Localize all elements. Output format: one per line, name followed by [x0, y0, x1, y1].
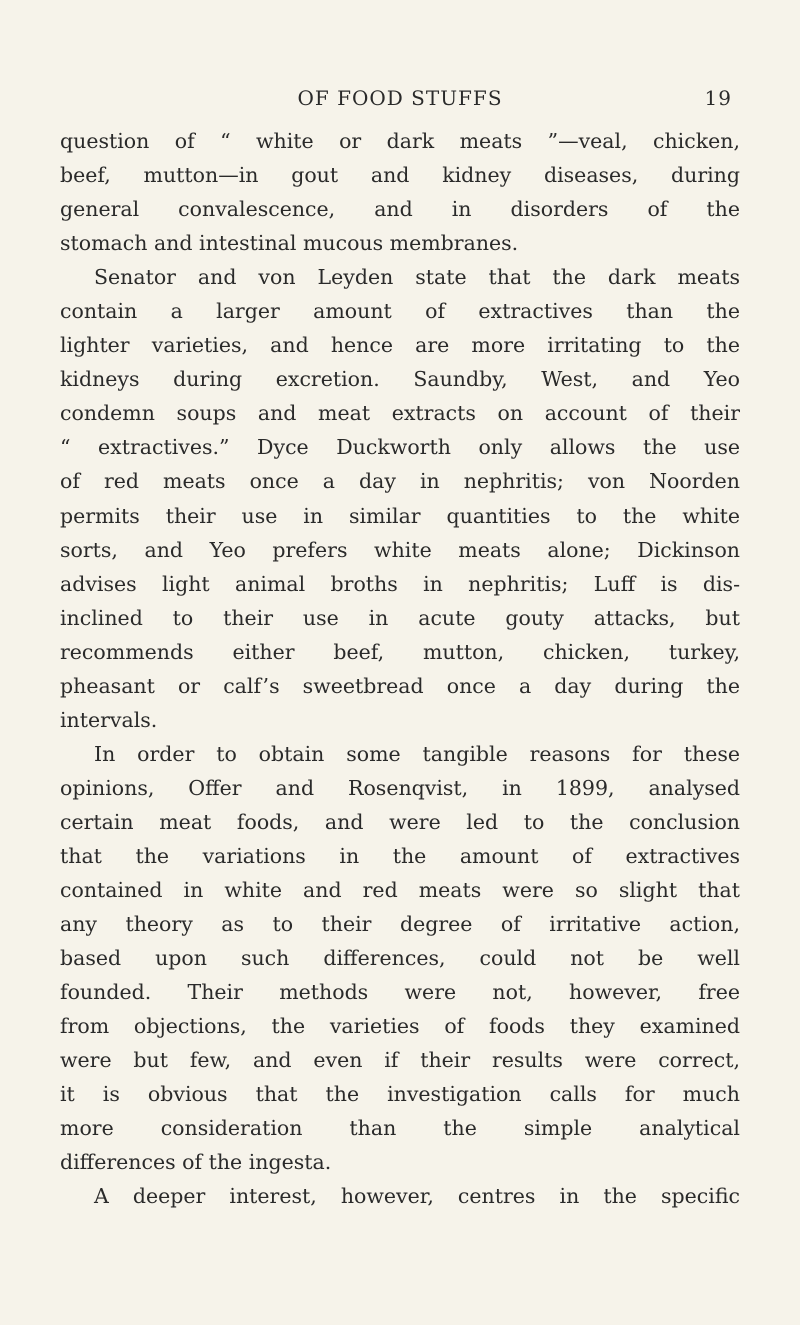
text-line: condemn soups and meat extracts on account of their: [60, 401, 740, 426]
text-line: it is obvious that the investigation calls for much: [60, 1082, 740, 1107]
text-line: beef, mutton—in gout and kidney diseases, during: [60, 163, 740, 188]
text-line: that the variations in the amount of extractives: [60, 843, 740, 868]
text-line: were but few, and even if their results were correct,: [60, 1048, 740, 1073]
text-line: sorts, and Yeo prefers white meats alone; Dickinson: [60, 537, 740, 562]
text-line: kidneys during excretion. Saundby, West, and Yeo: [60, 367, 740, 392]
text-line: Senator and von Leyden state that the dark meats: [94, 265, 740, 290]
text-line: lighter varieties, and hence are more irritating to the: [60, 333, 740, 358]
text-line: pheasant or calf’s sweetbread once a day during the: [60, 673, 740, 698]
running-title: OF FOOD STUFFS: [297, 86, 503, 110]
text-line: contain a larger amount of extractives than the: [60, 299, 740, 324]
text-line: opinions, Offer and Rosenqvist, in 1899, analysed: [60, 775, 740, 800]
text-line: inclined to their use in acute gouty attacks, but: [60, 605, 740, 630]
text-line: any theory as to their degree of irritative action,: [60, 912, 740, 937]
text-line: contained in white and red meats were so slight that: [60, 878, 740, 903]
text-line: question of “ white or dark meats ”—veal, chicken,: [60, 129, 740, 153]
text-line: founded. Their methods were not, however, free: [60, 980, 740, 1005]
page-number: 19: [704, 86, 732, 110]
text-line: A deeper interest, however, centres in the specific: [94, 1184, 740, 1209]
running-head: [60, 86, 740, 116]
text-line: of red meats once a day in nephritis; von Noorden: [60, 469, 740, 494]
text-line: advises light animal broths in nephritis; Luff is dis-: [60, 571, 740, 596]
text-line: from objections, the varieties of foods they examined: [60, 1014, 740, 1039]
text-line: general convalescence, and in disorders of the: [60, 197, 740, 222]
text-line: “ extractives.” Dyce Duckworth only allows the use: [60, 435, 740, 460]
text-line: intervals.: [60, 707, 158, 732]
text-line: more consideration than the simple analytical: [60, 1116, 740, 1141]
text-line: In order to obtain some tangible reasons for these: [94, 741, 740, 766]
text-line: permits their use in similar quantities to the white: [60, 503, 740, 528]
text-line: stomach and intestinal mucous membranes.: [60, 231, 519, 256]
text-line: recommends either beef, mutton, chicken, turkey,: [60, 639, 740, 664]
text-line: differences of the ingesta.: [60, 1150, 332, 1175]
text-line: based upon such differences, could not be well: [60, 946, 740, 971]
text-line: certain meat foods, and were led to the conclusion: [60, 809, 740, 834]
body-text: [60, 124, 740, 1214]
